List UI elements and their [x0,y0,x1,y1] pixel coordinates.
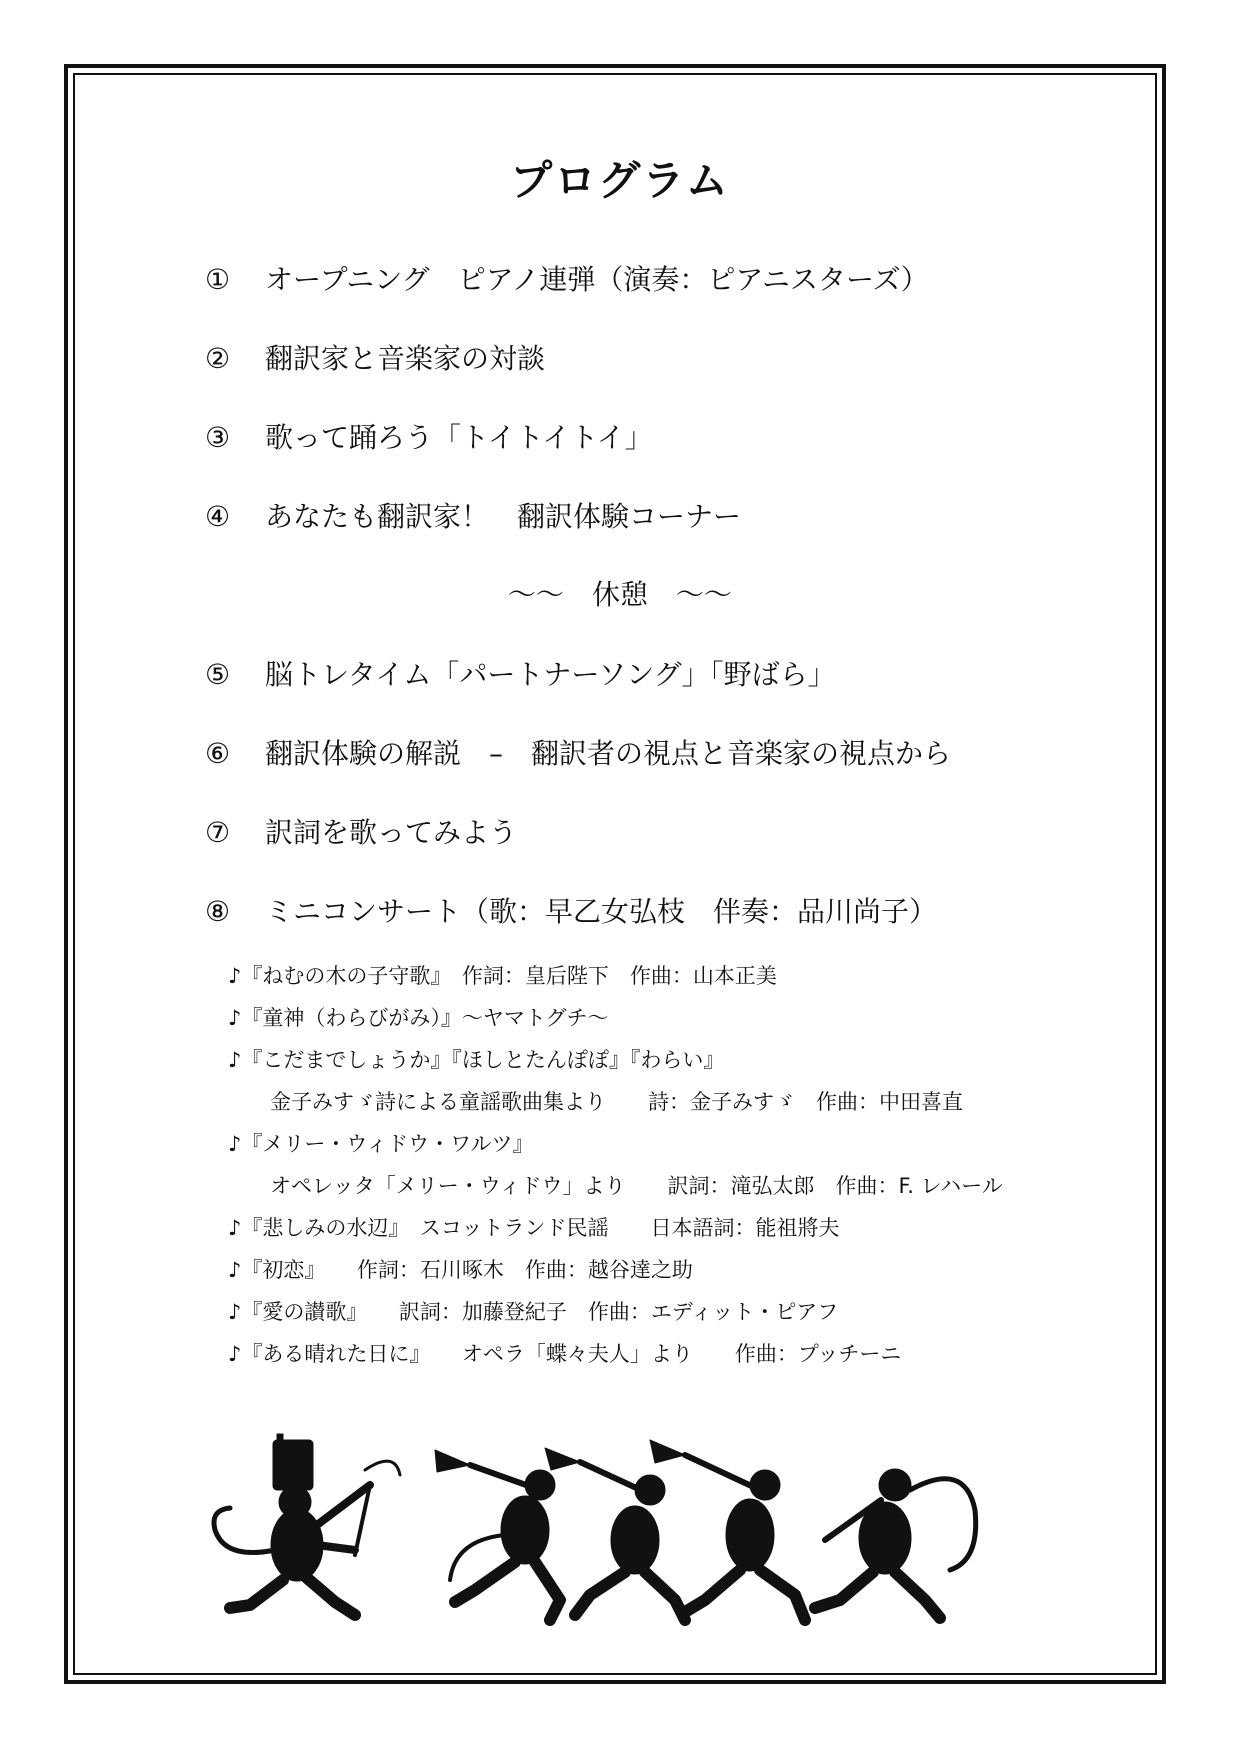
program-item-3 [205,416,653,456]
program-item-6 [205,732,951,772]
song-line: ♪『こだまでしょうか』『ほしとたんぽぽ』『わらい』 [228,1048,725,1072]
item-number: ④ [205,500,231,533]
item-number: ③ [205,421,231,454]
item-text: 歌って踊ろう「トイトイトイ」 [265,421,653,454]
item-number: ① [205,263,231,296]
song-line: ♪『メリー・ウィドウ・ワルツ』 [228,1132,534,1156]
item-number: ⑥ [205,737,231,770]
song-line: ♪『愛の讃歌』 訳詞：加藤登紀子 作曲：エディット・ピアフ [228,1300,839,1324]
song-line: ♪『ねむの木の子守歌』 作詞：皇后陛下 作曲：山本正美 [228,964,777,988]
program-item-5 [205,653,836,693]
song-line: ♪『童神（わらびがみ）』～ヤマトグチ～ [228,1006,609,1030]
monkey-marching-band-icon [205,1430,1035,1630]
song-line: ♪『悲しみの水辺』 スコットランド民謡 日本語詞：能祖將夫 [228,1216,840,1240]
item-text: あなたも翻訳家！ 翻訳体験コーナー [265,500,742,533]
item-number: ② [205,342,231,375]
item-text: ミニコンサート（歌：早乙女弘枝 伴奏：品川尚子） [265,895,938,928]
program-item-1 [205,258,929,298]
program-item-7 [205,811,517,851]
item-text: 翻訳家と音楽家の対談 [265,342,546,375]
item-text: オープニング ピアノ連弾（演奏：ピアニスターズ） [265,263,929,296]
song-detail-line: オペレッタ「メリー・ウィドウ」より 訳詞：滝弘太郎 作曲：F. レハール [270,1174,1003,1198]
song-line: ♪『ある晴れた日に』 オペラ「蝶々夫人」より 作曲：プッチーニ [228,1342,902,1366]
program-item-2 [205,337,545,377]
item-text: 翻訳体験の解説 – 翻訳者の視点と音楽家の視点から [265,737,952,770]
program-item-8 [205,890,937,930]
page-title: プログラム [510,156,730,205]
song-detail-line: 金子みすゞ詩による童謡歌曲集より 詩：金子みすゞ 作曲：中田喜直 [270,1090,963,1114]
program-item-4 [205,495,741,535]
item-number: ⑤ [205,658,231,691]
item-number: ⑦ [205,816,231,849]
item-text: 脳トレタイム「パートナーソング」「野ばら」 [265,658,836,691]
break-label: ～～ 休憩 ～～ [507,578,732,611]
song-line: ♪『初恋』 作詞：石川啄木 作曲：越谷達之助 [228,1258,693,1282]
item-text: 訳詞を歌ってみよう [265,816,518,849]
item-number: ⑧ [205,895,231,928]
